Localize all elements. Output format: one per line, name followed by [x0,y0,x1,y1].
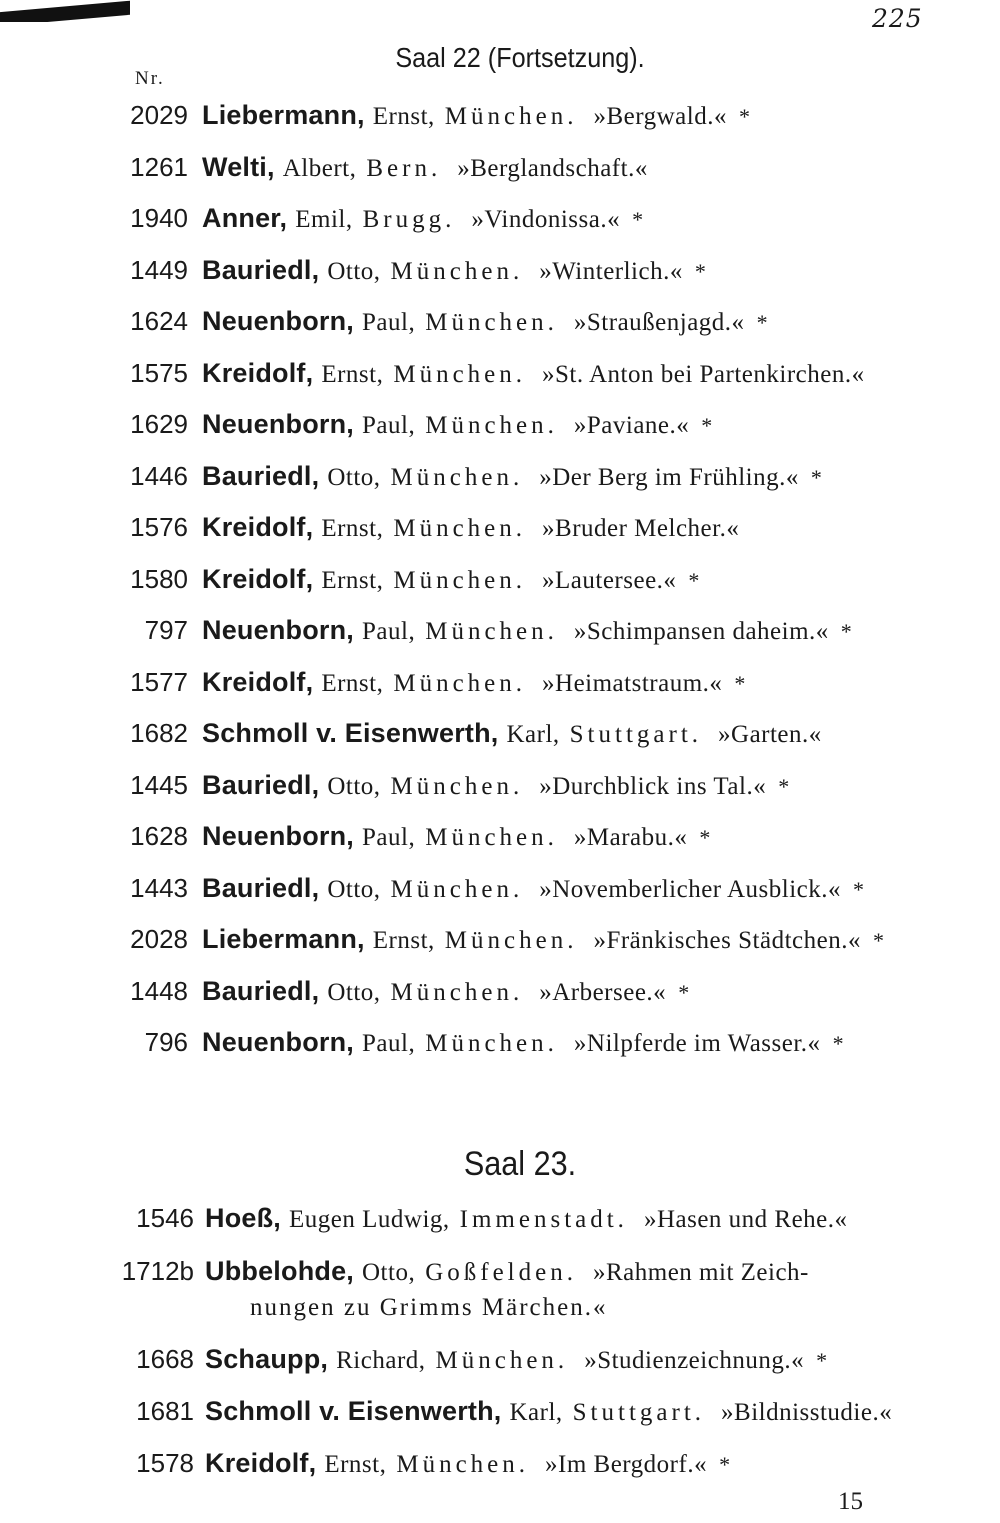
catalog-number: 1443 [130,872,188,903]
city-name: München. [393,669,527,697]
catalog-entry [0,409,1000,449]
catalog-entry [0,512,1000,552]
city-name: München. [444,103,578,130]
asterisk-mark: * [734,670,746,696]
catalog-entry [0,461,1000,501]
city-name: Goßfelden. [425,1259,577,1286]
given-name: Paul, [362,309,416,336]
artist-name: Welti, [202,151,275,182]
catalog-number: 1448 [130,975,188,1006]
footer-signature-number: 15 [838,1488,863,1515]
catalog-entry [0,1344,1000,1384]
city-name: München. [425,618,558,645]
artwork-title: »Arbersee.« [539,978,667,1006]
entry-text [205,1344,827,1375]
city-name: München. [390,875,524,903]
asterisk-mark: * [632,207,644,232]
artwork-title: »Marabu.« [573,824,688,851]
given-name: Ernst, [321,669,384,697]
catalog-number: 1682 [130,718,188,748]
asterisk-mark: * [816,1348,828,1373]
artwork-title: »Heimatstraum.« [542,669,723,697]
given-name: Paul, [362,412,416,439]
asterisk-mark: * [678,979,690,1005]
artist-name: Neuenborn, [202,821,355,851]
artwork-title: »Nilpferde im Wasser.« [573,1030,821,1057]
catalog-entry [0,1256,1000,1296]
given-name: Ernst, [372,103,435,130]
given-name: Otto, [327,463,381,491]
given-name: Ernst, [321,360,384,388]
catalog-number: 1668 [136,1344,194,1374]
asterisk-mark: * [694,258,706,284]
catalog-entry [0,100,1000,140]
asterisk-mark: * [832,1031,844,1056]
given-name: Otto, [327,772,381,800]
entry-text [202,976,689,1007]
given-name: Emil, [295,206,353,233]
artwork-title: »Hasen und Rehe.« [643,1206,848,1233]
entry-text [202,615,852,646]
artwork-title: »Paviane.« [573,412,690,439]
catalog-number: 797 [144,615,188,645]
artwork-title: »Im Bergdorf.« [545,1451,708,1478]
given-name: Paul, [362,1030,416,1057]
artwork-title: »Novemberlicher Ausblick.« [539,875,842,903]
catalog-entry [0,1396,1000,1436]
artwork-title: »Studienzeichnung.« [584,1347,805,1374]
given-name: Karl, [509,1399,563,1426]
entry-text [202,203,643,234]
catalog-number: 1577 [130,666,188,697]
catalog-entry [0,976,1000,1016]
section-heading-saal-23: Saal 23. [463,1145,577,1183]
entry-text [202,152,648,183]
given-name: Richard, [336,1347,426,1374]
artist-name: Hoeß, [205,1203,282,1233]
asterisk-mark: * [840,619,852,644]
artwork-title: »Schimpansen daheim.« [573,618,829,645]
artist-name: Bauriedl, [202,769,320,800]
city-name: München. [393,515,527,542]
catalog-number: 1712b [121,1256,194,1286]
catalog-number: 1940 [130,203,188,233]
artist-name: Kreidolf, [202,357,314,388]
catalog-entry [0,873,1000,913]
asterisk-mark: * [756,310,768,335]
artwork-title: »Bergwald.« [593,103,727,130]
page-corner-shadow [0,0,130,22]
catalog-number: 1261 [130,151,188,182]
city-name: München. [425,412,558,439]
asterisk-mark: * [872,928,884,953]
catalog-entry [0,615,1000,655]
given-name: Paul, [362,824,416,851]
entry-text [202,564,699,595]
entry-text [202,512,739,543]
artist-name: Kreidolf, [202,563,314,594]
city-name: München. [425,1030,558,1057]
city-name: München. [393,360,527,388]
artist-name: Neuenborn, [202,409,355,439]
catalog-number: 1449 [130,254,188,285]
artist-name: Kreidolf, [202,666,314,697]
city-name: Bern. [366,154,442,182]
city-name: München. [425,824,558,851]
city-name: München. [435,1347,569,1374]
given-name: Otto, [327,875,381,903]
city-name: München. [393,566,527,594]
artwork-title: »Garten.« [718,721,822,748]
asterisk-mark: * [688,567,700,593]
catalog-entry [0,821,1000,861]
catalog-number: 1580 [130,563,188,594]
given-name: Eugen Ludwig, [289,1206,450,1233]
city-name: Brugg. [362,206,456,233]
catalog-number: 1681 [136,1396,194,1426]
asterisk-mark: * [778,773,790,799]
entry-text [205,1396,892,1427]
catalog-number: 1445 [130,769,188,800]
catalog-entry [0,152,1000,192]
number-column-label: Nr. [135,68,165,89]
given-name: Otto, [327,257,381,285]
artist-name: Neuenborn, [202,615,355,645]
artwork-title: »Fränkisches Städtchen.« [593,927,861,954]
page-number: 225 [872,4,923,33]
artist-name: Kreidolf, [202,512,314,542]
artwork-title: »Berglandschaft.« [457,154,648,182]
entry-text [205,1448,730,1479]
city-name: München. [390,463,524,491]
catalog-number: 1578 [136,1448,194,1478]
artwork-title: »Straußenjagd.« [573,309,745,336]
catalog-number: 1628 [130,821,188,851]
entry-text [202,924,884,955]
catalog-entry [0,924,1000,964]
catalog-entry [0,358,1000,398]
artwork-title: »Bruder Melcher.« [542,515,740,542]
catalog-entry [0,564,1000,604]
artwork-title: »Der Berg im Frühling.« [539,463,799,491]
artwork-title: »St. Anton bei Partenkirchen.« [542,360,865,388]
asterisk-mark: * [853,876,865,902]
entry-text [202,358,865,389]
city-name: Stuttgart. [572,1399,706,1426]
catalog-entry [0,770,1000,810]
asterisk-mark: * [701,413,713,438]
artwork-title: »Durchblick ins Tal.« [539,772,767,800]
artwork-title: »Vindonissa.« [471,206,621,233]
catalog-entry [0,255,1000,295]
asterisk-mark: * [699,825,711,850]
city-name: München. [396,1451,530,1478]
catalog-number: 2028 [130,924,188,954]
catalog-number: 1546 [136,1203,194,1233]
catalog-number: 1624 [130,306,188,336]
section-heading-saal-22: Saal 22 (Fortsetzung). [395,42,645,73]
artwork-title: »Bildnisstudie.« [721,1399,893,1426]
catalog-entry [0,1448,1000,1488]
artist-name: Bauriedl, [202,872,320,903]
entry-text [205,1256,809,1287]
city-name: München. [390,772,524,800]
artist-name: Liebermann, [202,924,365,954]
city-name: München. [444,927,578,954]
entry-text [202,255,706,286]
catalog-entry [0,203,1000,243]
given-name: Albert, [282,154,357,182]
given-name: Karl, [506,721,560,748]
catalog-number: 1576 [130,512,188,542]
catalog-number: 1446 [130,460,188,491]
catalog-number: 2029 [130,100,188,130]
entry-text [202,100,750,131]
artist-name: Schmoll v. Eisenwerth, [202,718,499,748]
given-name: Otto, [327,978,381,1006]
artist-name: Neuenborn, [202,306,355,336]
given-name: Ernst, [372,927,435,954]
catalog-entry [0,1203,1000,1243]
given-name: Ernst, [321,566,384,594]
catalog-entry [0,306,1000,346]
city-name: München. [390,978,524,1006]
artist-name: Liebermann, [202,100,365,130]
given-name: Paul, [362,618,416,645]
artist-name: Schaupp, [205,1344,329,1374]
catalog-number: 1629 [130,409,188,439]
city-name: Stuttgart. [569,721,703,748]
artwork-title: »Rahmen mit Zeich- [592,1259,809,1286]
artist-name: Ubbelohde, [205,1256,354,1286]
entry-text [202,821,710,852]
entry-text [202,1027,844,1058]
artist-name: Kreidolf, [205,1448,317,1478]
artist-name: Schmoll v. Eisenwerth, [205,1396,502,1426]
entry-text [202,873,864,904]
given-name: Ernst, [321,515,384,542]
asterisk-mark: * [810,464,822,490]
city-name: München. [390,257,524,285]
entry-text [202,667,745,698]
entry-text [202,306,768,337]
catalog-entry [0,667,1000,707]
artist-name: Bauriedl, [202,975,320,1006]
artwork-title: »Winterlich.« [539,257,683,285]
entry-continuation-line: nungen zu Grimms Märchen.« [250,1294,608,1321]
given-name: Otto, [362,1259,416,1286]
artwork-title: »Lautersee.« [542,566,677,594]
artist-name: Bauriedl, [202,254,320,285]
artist-name: Bauriedl, [202,460,320,491]
artist-name: Neuenborn, [202,1027,355,1057]
city-name: Immenstadt. [459,1206,628,1233]
catalog-number: 1575 [130,357,188,388]
asterisk-mark: * [719,1452,731,1477]
entry-text [202,409,712,440]
entry-text [202,770,789,801]
given-name: Ernst, [324,1451,387,1478]
entry-text [205,1203,848,1234]
catalog-entry [0,718,1000,758]
city-name: München. [425,309,558,336]
entry-text [202,461,822,492]
artist-name: Anner, [202,203,288,233]
catalog-entry [0,1027,1000,1067]
entry-text [202,718,822,749]
catalog-number: 796 [144,1027,188,1057]
asterisk-mark: * [738,104,750,129]
